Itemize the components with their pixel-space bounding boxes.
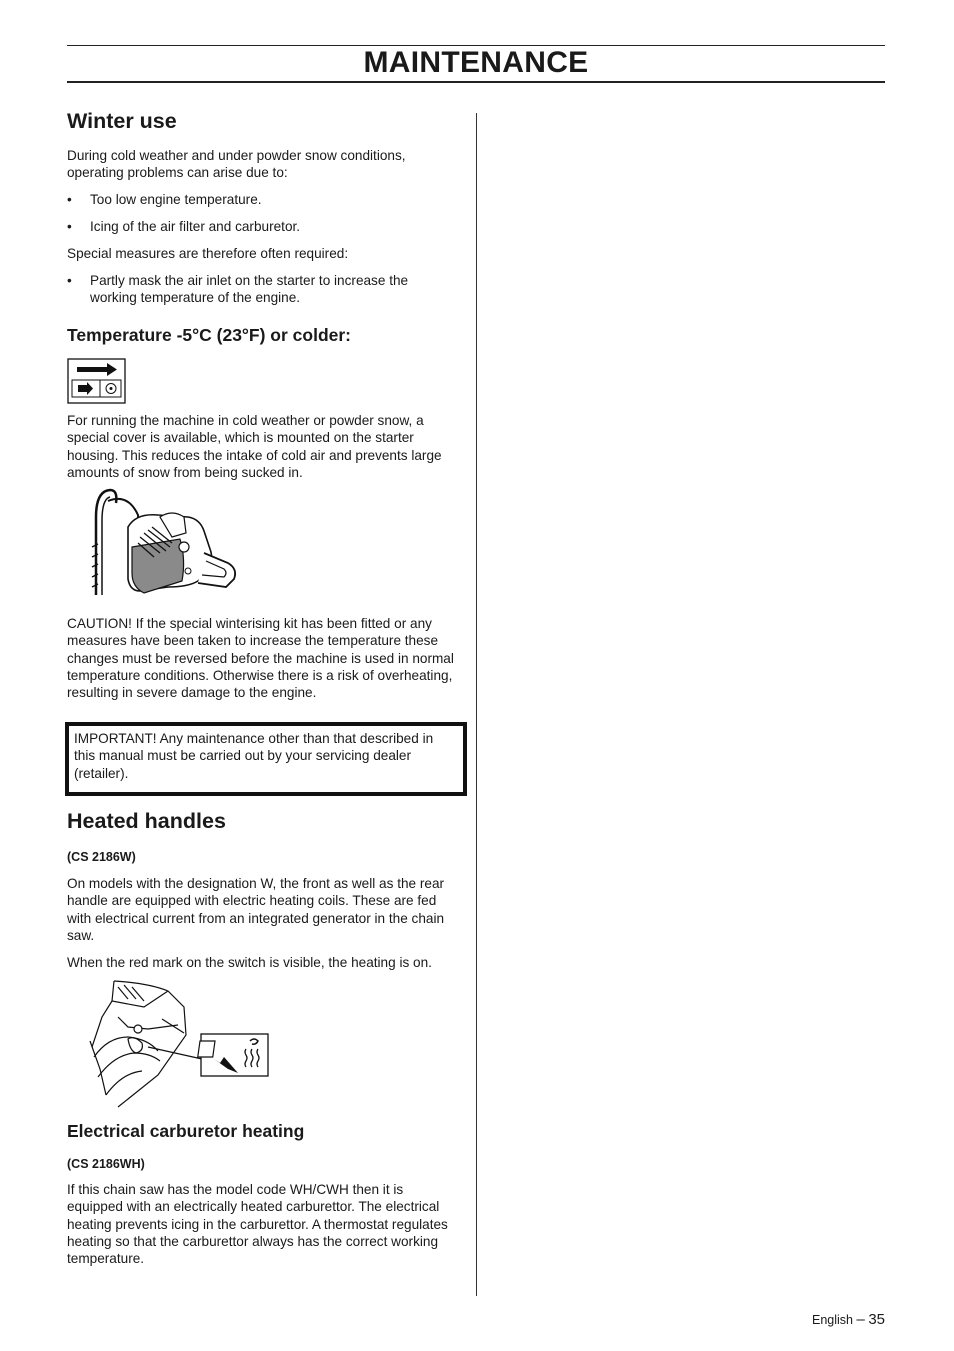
- list-item-text: Icing of the air filter and carburetor.: [90, 219, 301, 234]
- cover-text: For running the machine in cold weather or powder snow, a special cover is available, which is mounted on the starter housing. This reduces the intake of cold air and prevents large amounts of snow from being sucked in.: [67, 413, 442, 480]
- chainsaw-illustration: [88, 487, 240, 605]
- measures-intro: Special measures are therefore often required:: [67, 246, 349, 261]
- page-number: 35: [868, 1311, 885, 1328]
- winter-intro: During cold weather and under powder snow conditions, operating problems can arise due to:: [67, 148, 406, 181]
- important-notice: [65, 722, 467, 796]
- list-item-text: Partly mask the air inlet on the starter to increase the working temperature of the engine.: [90, 273, 409, 306]
- carburetor-heating-heading: Electrical carburetor heating: [67, 1121, 305, 1141]
- footer-language: English: [812, 1313, 853, 1327]
- column-divider: [476, 113, 477, 1296]
- carburetor-model-code: (CS 2186WH): [67, 1157, 145, 1171]
- list-item: [67, 191, 457, 208]
- carburetor-text: If this chain saw has the model code WH/CWH then it is equipped with an electrically heated carburettor. The electrical heating prevents icing in the carburettor. A thermostat regulates heating so that the carburettor always has the correct working temperature.: [67, 1182, 448, 1267]
- header-rule-bottom: [67, 81, 885, 83]
- caution-text: CAUTION! If the special winterising kit has been fitted or any measures have been taken to increase the temperature these changes must be reversed before the machine is used in normal temperature conditions. Otherwise there is a risk of overheating, resulting in severe damage to the engine.: [67, 616, 454, 701]
- list-item: [67, 218, 457, 235]
- heated-model-code: (CS 2186W): [67, 850, 136, 864]
- page-title: MAINTENANCE: [363, 46, 589, 79]
- footer-dash: –: [856, 1311, 865, 1328]
- heating-switch-illustration: [88, 977, 272, 1109]
- important-text: IMPORTANT! Any maintenance other than that described in this manual must be carried out by your servicing dealer (retailer).: [74, 731, 434, 781]
- page-footer: [812, 1311, 885, 1328]
- temperature-heading: Temperature -5°C (23°F) or colder:: [67, 325, 352, 345]
- list-item-text: Too low engine temperature.: [90, 192, 262, 207]
- bullet-dot: •: [67, 273, 72, 288]
- list-item: [67, 272, 442, 307]
- heated-switch-text: When the red mark on the switch is visible, the heating is on.: [67, 955, 432, 970]
- arrow-right-icon: [67, 358, 127, 405]
- heated-handles-heading: Heated handles: [67, 809, 226, 833]
- bullet-dot: •: [67, 219, 72, 234]
- winter-use-heading: Winter use: [67, 109, 177, 133]
- bullet-dot: •: [67, 192, 72, 207]
- heated-text: On models with the designation W, the front as well as the rear handle are equipped with electric heating coils. These are fed with electrical current from an integrated generator in the chain saw.: [67, 876, 445, 943]
